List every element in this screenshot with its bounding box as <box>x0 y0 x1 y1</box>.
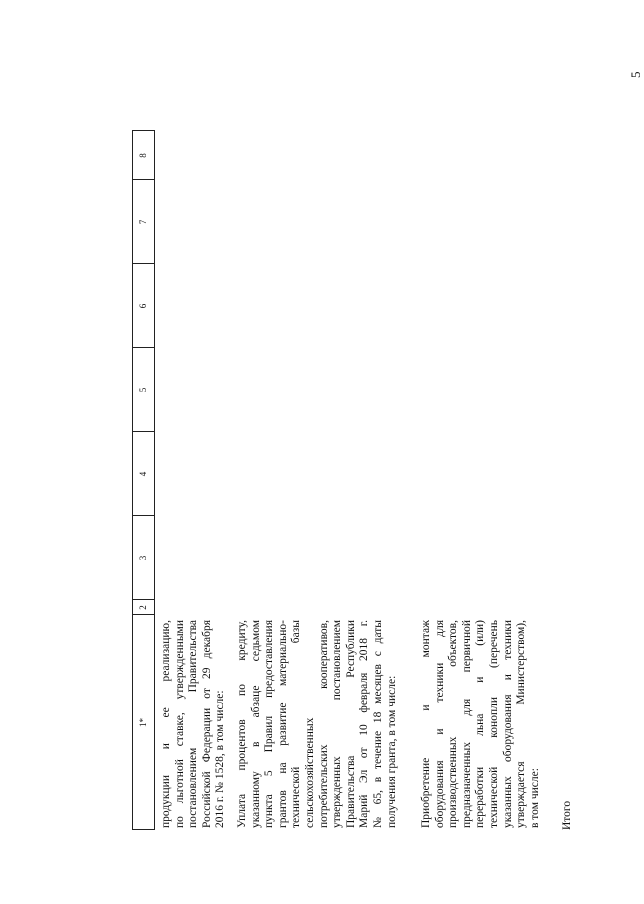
text-line: Уплата процентов по кредиту, <box>236 620 248 828</box>
text-line: в том числе: <box>528 768 541 828</box>
text-line: сельскохозяйственных <box>303 717 316 828</box>
text-line: Правительства Республики <box>344 620 357 828</box>
text-line: технической базы <box>290 620 303 828</box>
text-line: получения гранта, в том числе: <box>385 675 398 828</box>
text-line: Российской Федерации от 29 декабря <box>200 620 213 828</box>
text-line: оборудования и техники для <box>433 620 446 828</box>
header-cell: 5 <box>138 387 148 393</box>
text-line: утвержденных постановлением <box>331 620 344 828</box>
table <box>132 130 602 830</box>
header-cell: 2 <box>138 605 148 610</box>
text-line: грантов на развитие материально- <box>276 620 289 828</box>
header-cell: 7 <box>138 219 148 225</box>
text-line: технической конопли (перечень <box>487 620 500 828</box>
text-line: утверждается Министерством), <box>515 620 528 828</box>
page-number: 5 <box>628 71 643 78</box>
table-header-bottom-border <box>154 130 155 830</box>
table-row-description <box>160 620 228 828</box>
text-line: указанных оборудования и техники <box>501 620 514 828</box>
text-line: № 65, в течение 18 месяцев с даты <box>371 620 384 828</box>
header-cell: 1* <box>138 718 148 727</box>
text-line: по льготной ставке, утвержденными <box>173 620 186 828</box>
table-top-border <box>132 130 133 830</box>
table-row-description <box>236 620 399 828</box>
header-cell: 6 <box>138 303 148 309</box>
text-line: продукции и ее реализацию, <box>160 620 172 828</box>
text-line: пункта 5 Правил предоставления <box>263 620 276 828</box>
text-line: предназначенных для первичной <box>460 620 473 828</box>
header-cell: 3 <box>138 555 148 561</box>
text-line: постановлением Правительства <box>187 620 200 828</box>
text-line: 2016 г. № 1528, в том числе: <box>214 690 227 828</box>
table-row-description <box>420 620 542 828</box>
header-cell: 8 <box>138 153 148 158</box>
text-line: производственных объектов, <box>447 620 460 828</box>
text-line: указанному в абзаце седьмом <box>249 620 262 828</box>
text-line: потребительских кооперативов, <box>317 620 330 828</box>
text-line: переработки льна и (или) <box>474 620 487 828</box>
header-cell: 4 <box>138 471 148 477</box>
text-line: Марий Эл от 10 февраля 2018 г. <box>358 620 371 828</box>
text-line: Приобретение и монтаж <box>420 620 432 828</box>
total-label: Итого <box>561 800 573 830</box>
